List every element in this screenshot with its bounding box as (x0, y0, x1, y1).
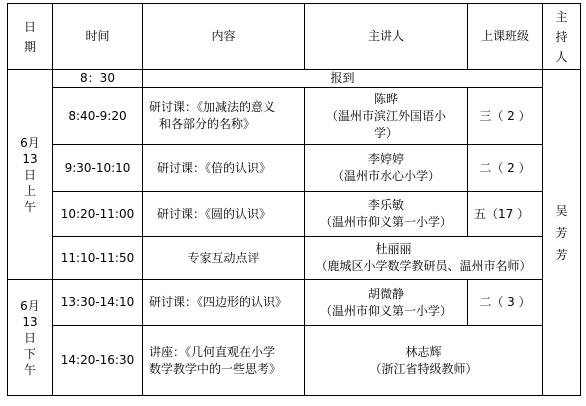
time-cell: 8：30 (53, 70, 143, 88)
time-cell: 8:40-9:20 (53, 88, 143, 145)
class-cell: 二（ 2 ） (468, 145, 543, 192)
header-host-char: 主 (555, 9, 568, 24)
content-cell: 研讨课：《圆的认识》 (143, 192, 305, 237)
content-cell (143, 326, 305, 396)
afternoon-date-cell (8, 280, 53, 396)
speaker-affiliation: （温州市仰义第一小学） (319, 303, 452, 318)
header-date (8, 4, 53, 70)
host-cell (543, 70, 581, 396)
speaker-cell (305, 145, 468, 192)
time-cell: 10:20-11:00 (53, 192, 143, 237)
content-cell (143, 88, 305, 145)
content-line: 和各部分的名称》 (159, 117, 256, 131)
table-row (8, 145, 581, 192)
speaker-name: 陈晔 (373, 91, 398, 106)
header-row (8, 4, 581, 70)
content-line: 研讨课：《加减法的意义 (149, 100, 276, 114)
schedule-table (7, 3, 581, 396)
header-content: 内容 (143, 4, 305, 70)
speaker-cell (305, 280, 468, 326)
speaker-affiliation: （温州市滨江外国语小 (325, 108, 446, 123)
content-cell: 专家互动点评 (143, 237, 305, 280)
date-char: 日 (23, 330, 36, 345)
speaker-affiliation: （浙江省特级教师） (369, 361, 478, 376)
speaker-name: 李婷婷 (367, 152, 404, 166)
time-cell: 14:20-16:30 (53, 326, 143, 396)
speaker-cell (305, 326, 543, 396)
speaker-affiliation: （温州市仰义第一小学） (319, 215, 452, 229)
table-row (8, 280, 581, 326)
date-char: 午 (23, 362, 36, 377)
date-char: 6月 (20, 135, 40, 150)
speaker-affiliation: 学） (373, 125, 398, 140)
speaker-affiliation: （温州市水心小学） (331, 169, 440, 183)
speaker-affiliation: （鹿城区小学数学教研员、温州市名师） (315, 259, 532, 273)
speaker-name: 胡微静 (367, 286, 404, 301)
header-time: 时间 (53, 4, 143, 70)
header-host (543, 4, 581, 70)
table-row (8, 70, 581, 88)
time-cell: 13:30-14:10 (53, 280, 143, 326)
class-cell: 二（ 3 ） (468, 280, 543, 326)
time-cell: 9:30-10:10 (53, 145, 143, 192)
content-line: 数学教学中的一些思考》 (149, 361, 282, 376)
date-char: 13 (22, 151, 38, 166)
table-row (8, 237, 581, 280)
content-line: 讲座：《几何直观在小学 (149, 344, 276, 359)
date-char: 午 (23, 199, 36, 214)
time-cell: 11:10-11:50 (53, 237, 143, 280)
speaker-cell (305, 237, 543, 280)
speaker-cell (305, 88, 468, 145)
speaker-name: 林志辉 (405, 344, 442, 359)
speaker-name: 杜丽丽 (375, 242, 412, 256)
date-char: 日 (23, 167, 36, 182)
host-char: 芳 (555, 225, 568, 240)
class-cell: 三（ 2 ） (468, 88, 543, 145)
host-char: 吴 (555, 203, 568, 218)
speaker-cell (305, 192, 468, 237)
morning-date-cell (8, 70, 53, 280)
header-speaker: 主讲人 (305, 4, 468, 70)
content-cell: 研讨课：《四边形的认识》 (143, 280, 305, 326)
speaker-name: 李乐敏 (367, 198, 404, 212)
host-char: 芳 (555, 247, 568, 262)
date-char: 13 (22, 314, 38, 329)
header-host-char: 人 (555, 49, 568, 64)
content-cell: 报到 (143, 70, 543, 88)
table-row (8, 88, 581, 145)
header-date-char: 期 (23, 39, 36, 54)
header-host-char: 持 (555, 29, 568, 44)
content-cell: 研讨课：《倍的认识》 (143, 145, 305, 192)
table-row (8, 326, 581, 396)
date-char: 下 (23, 346, 36, 361)
schedule-sheet (7, 3, 580, 401)
date-char: 6月 (20, 298, 40, 313)
header-date-char: 日 (23, 19, 36, 34)
header-class: 上课班级 (468, 4, 543, 70)
date-char: 上 (23, 183, 36, 198)
table-row (8, 192, 581, 237)
class-cell: 五（17 ） (468, 192, 543, 237)
